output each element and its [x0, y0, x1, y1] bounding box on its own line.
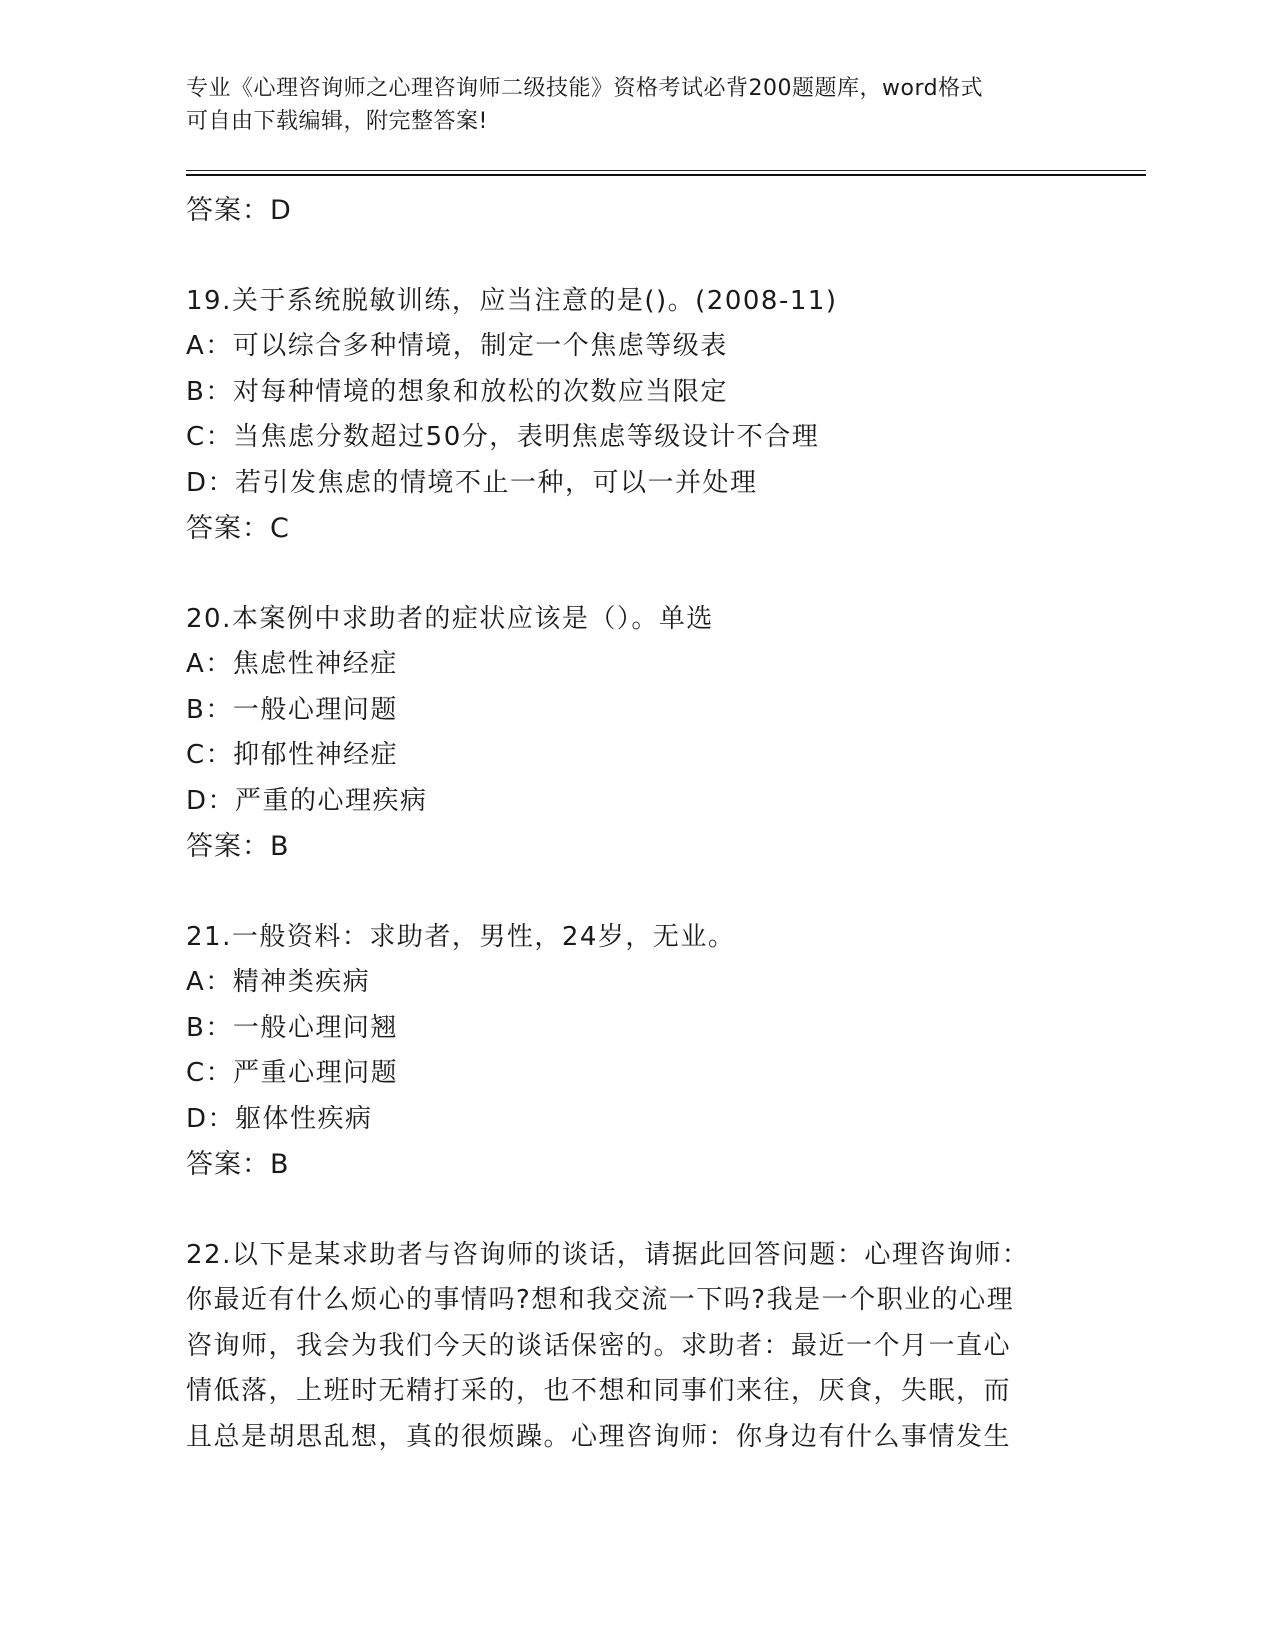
option-d: D：躯体性疾病	[186, 1103, 373, 1134]
question-22-line: 你最近有什么烦心的事情吗?想和我交流一下吗?我是一个职业的心理	[186, 1285, 1015, 1315]
question-stem: 21.一般资料：求助者，男性，24岁，无业。	[186, 921, 736, 952]
option-c: C：严重心理问题	[186, 1058, 399, 1088]
answer-line: 答案：C	[186, 513, 290, 544]
question-stem: 19.关于系统脱敏训练，应当注意的是()。(2008-11)	[186, 285, 838, 316]
question-block	[186, 915, 1066, 1188]
spacer	[186, 234, 1066, 279]
option-b: B：一般心理问题	[186, 694, 398, 725]
question-block	[186, 279, 1066, 552]
answer-line: 答案：B	[186, 831, 290, 862]
answer-line: 答案：D	[186, 195, 292, 226]
question-stem: 20.本案例中求助者的症状应该是（）。单选	[186, 603, 714, 634]
question-block	[186, 597, 1066, 870]
document-header	[186, 72, 1076, 138]
option-c: C：当焦虑分数超过50分，表明焦虑等级设计不合理	[186, 422, 820, 452]
header-divider-thick	[186, 174, 1146, 176]
option-d: D：严重的心理疾病	[186, 785, 428, 816]
option-d: D：若引发焦虑的情境不止一种，可以一并处理	[186, 467, 758, 498]
question-block	[186, 1233, 1066, 1461]
option-a: A：精神类疾病	[186, 967, 371, 997]
option-a: A：焦虑性神经症	[186, 649, 398, 679]
option-b: B：一般心理问翘	[186, 1012, 398, 1043]
answer-line: 答案：B	[186, 1149, 290, 1180]
document-body	[186, 188, 1066, 1460]
header-divider-thin	[186, 170, 1146, 171]
question-22-line: 且总是胡思乱想，真的很烦躁。心理咨询师：你身边有什么事情发生	[186, 1421, 1012, 1452]
header-line-1: 专业《心理咨询师之心理咨询师二级技能》资格考试必背200题题库，word格式	[186, 76, 984, 101]
header-line-2: 可自由下载编辑，附完整答案!	[186, 109, 488, 134]
option-c: C：抑郁性神经症	[186, 740, 399, 770]
spacer	[186, 870, 1066, 915]
question-22-line: 22.以下是某求助者与咨询师的谈话，请据此回答问题：心理咨询师：	[186, 1239, 1030, 1270]
spacer	[186, 552, 1066, 597]
option-a: A：可以综合多种情境，制定一个焦虑等级表	[186, 331, 728, 361]
spacer	[186, 1188, 1066, 1233]
option-b: B：对每种情境的想象和放松的次数应当限定	[186, 376, 728, 407]
question-22-line: 情低落，上班时无精打采的，也不想和同事们来往，厌食，失眠，而	[186, 1376, 1012, 1406]
question-22-line: 咨询师，我会为我们今天的谈话保密的。求助者：最近一个月一直心	[186, 1330, 1012, 1361]
